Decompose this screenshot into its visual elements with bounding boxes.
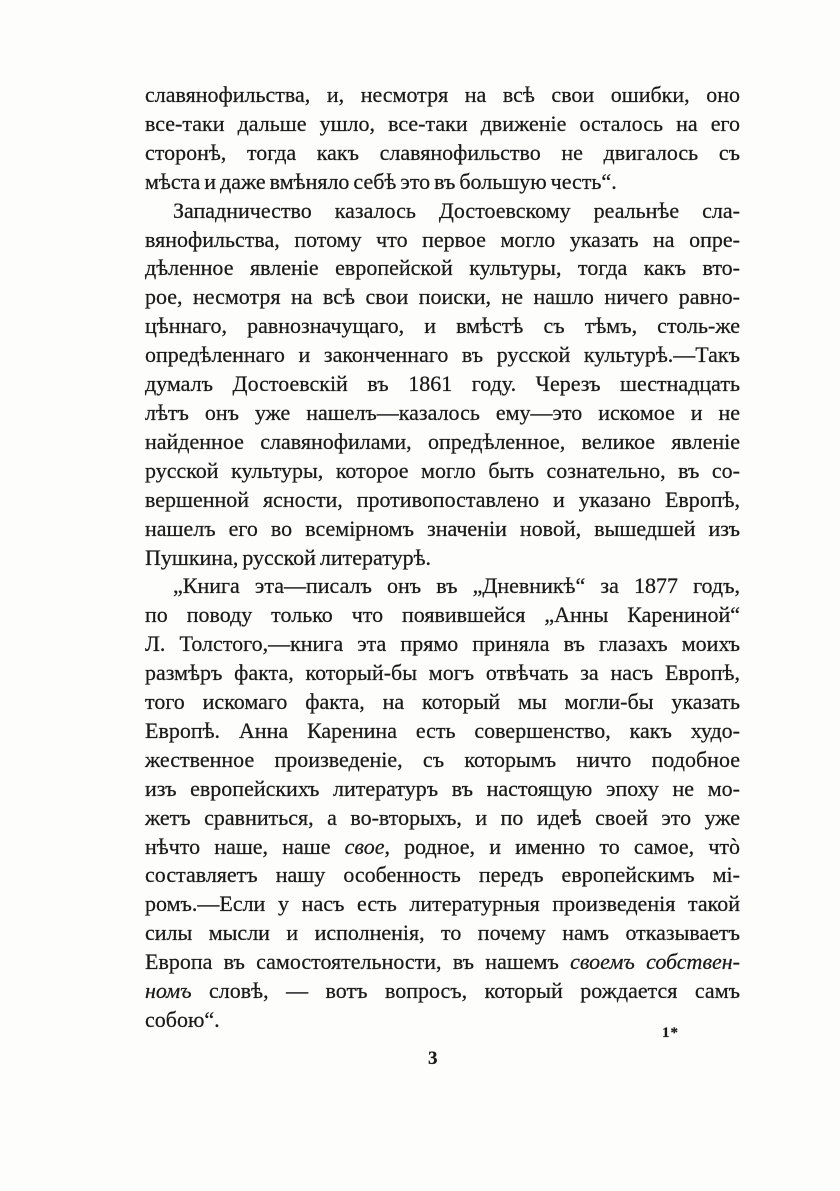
text-line: Пушкина, русской литературѣ. (145, 544, 432, 570)
text-line: найденное славянофилами, опредѣленное, великое явленіе (145, 428, 740, 454)
text-block (145, 81, 740, 1035)
text-segment: нѣчто наше, наше (145, 833, 345, 859)
text-segment: , родное, и именно то самое, чтò (384, 833, 741, 859)
text-segment-italic: свое (344, 833, 385, 859)
text-segment: словѣ, — вотъ вопросъ, который рождается самъ (191, 978, 740, 1004)
text-line: сторонѣ, тогда какъ славянофильство не двигалось съ (145, 139, 740, 165)
text-line: жетъ сравниться, а во-вторыхъ, и по идеѣ своей это уже (145, 804, 740, 830)
text-line: славянофильства, и, несмотря на всѣ свои ошибки, оно (145, 82, 740, 107)
signature-mark: 1* (662, 1025, 679, 1041)
text-line: вянофильства, потому что первое могло указать на опре- (145, 226, 740, 252)
text-line (145, 977, 740, 1006)
text-line: „Книга эта—писалъ онъ въ „Дневникѣ“ за 1877 годъ, (173, 573, 740, 599)
text-line: Европѣ. Анна Каренина есть совершенство, какъ худо- (145, 717, 740, 743)
text-line: дѣленное явленіе европейской культуры, тогда какъ вто- (145, 255, 740, 281)
text-line: собою“. (145, 1007, 220, 1032)
text-line: цѣннаго, равнозначущаго, и вмѣстѣ съ тѣмъ, столь-же (145, 313, 740, 339)
paragraph-quote-diary (145, 572, 740, 1035)
text-line: Западничество казалось Достоевскому реальнѣе сла- (173, 197, 740, 223)
text-segment-italic: номъ (145, 978, 192, 1004)
text-line: думалъ Достоевскій въ 1861 году. Черезъ шестнадцать (145, 371, 740, 397)
text-line: мѣста и даже вмѣняло себѣ это въ большую честь“. (145, 168, 617, 194)
text-line: ромъ.—Если у насъ есть литературныя произведенія такой (145, 891, 740, 917)
text-segment-italic: своемъ собствен- (570, 949, 741, 975)
text-line: все-таки дальше ушло, все-таки движеніе осталось на его (145, 110, 740, 136)
paragraph-continued (145, 81, 740, 197)
text-line: нашелъ его во всемірномъ значеніи новой, вышедшей изъ (145, 515, 740, 541)
text-line: опредѣленнаго и законченнаго въ русской культурѣ.—Такъ (145, 342, 740, 368)
text-line: вершенной ясности, противопоставлено и указано Европѣ, (145, 486, 740, 512)
text-line: составляетъ нашу особенность передъ европейскимъ мі- (145, 862, 740, 888)
text-line: того искомаго факта, на который мы могли-бы указать (145, 689, 740, 715)
text-line: по поводу только что появившейся „Анны Карениной“ (145, 602, 740, 628)
text-line (145, 833, 740, 862)
text-line: Л. Толстого,—книга эта прямо приняла въ глазахъ моихъ (145, 631, 740, 657)
text-line: рое, несмотря на всѣ свои поиски, не нашло ничего равно- (145, 284, 740, 310)
paragraph-westernism (145, 197, 740, 573)
text-line: силы мысли и исполненія, то почему намъ отказываетъ (145, 920, 740, 946)
text-line: русской культуры, которое могло быть сознательно, въ со- (145, 457, 740, 483)
text-line: лѣтъ онъ уже нашелъ—казалось ему—это искомое и не (145, 399, 740, 425)
text-line (145, 948, 740, 977)
page-number: 3 (428, 1048, 438, 1069)
text-line: изъ европейскихъ литературъ въ настоящую эпоху не мо- (145, 775, 740, 801)
text-line: размѣръ факта, который-бы могъ отвѣчать за насъ Европѣ, (145, 660, 740, 686)
text-line: жественное произведеніе, съ которымъ ничто подобное (145, 746, 740, 772)
text-segment: Европа въ самостоятельности, въ нашемъ (145, 949, 571, 975)
